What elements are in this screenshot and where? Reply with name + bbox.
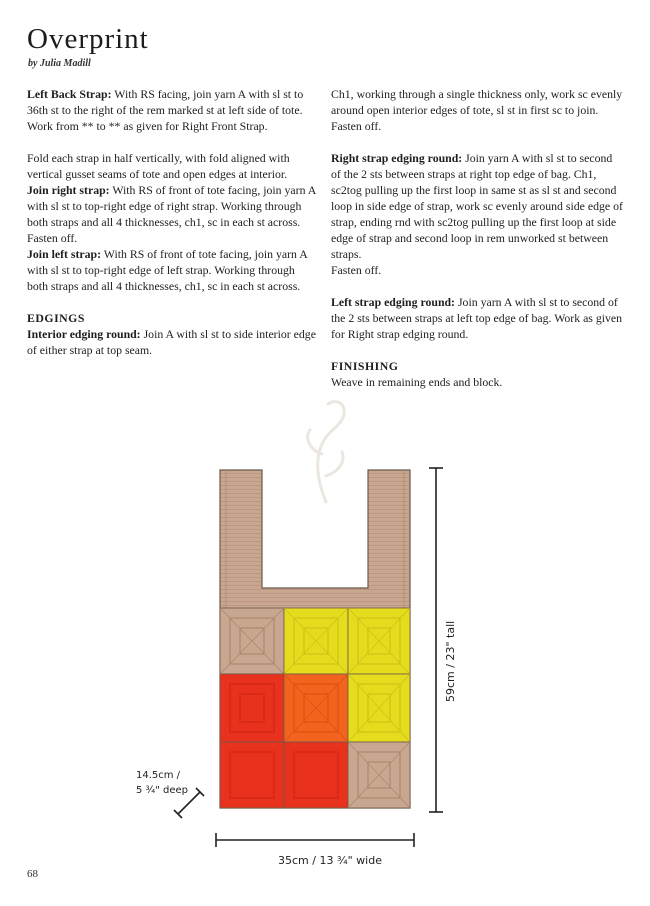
paragraph-text: Join A with sl st to side interior edge of either strap at top seam. — [27, 327, 316, 357]
paragraph-text: Join yarn A with sl st to second of the 2 sts between straps at left top edge of bag. Work as given for Right strap edging round. — [331, 295, 623, 341]
paragraph-text: Fasten off. — [331, 263, 382, 277]
paragraph-interior-edging — [27, 326, 317, 358]
granny-square — [348, 674, 410, 742]
granny-square — [284, 742, 348, 808]
paragraph-lead: Left Back Strap: — [27, 87, 112, 101]
right-column — [331, 86, 623, 390]
depth-label-line1: 14.5cm / — [136, 770, 181, 781]
paragraph-text: Fold each strap in half vertically, with fold aligned with vertical gusset seams of tote and open edges at interior. — [27, 151, 290, 181]
granny-square — [348, 608, 410, 674]
paragraph-join-right-strap — [27, 182, 317, 230]
width-label: 35cm / 13 ¾" wide — [278, 854, 382, 867]
paragraph-lead: Join right strap: — [27, 183, 110, 197]
paragraph-join-left-strap — [27, 246, 317, 294]
granny-square — [220, 742, 284, 808]
paragraph-text: With RS facing, join yarn A with sl st to 36th st to the right of the rem marked st at left side of tote. Work from ** to ** as given for Right Front Strap. — [27, 87, 304, 133]
granny-square — [284, 608, 348, 674]
paragraph-lead: Join left strap: — [27, 247, 102, 261]
paragraph-text: Fasten off. — [331, 119, 382, 133]
paragraph-text: With RS of front of tote facing, join yarn A with sl st to top-right edge of right strap. Working through both straps and all 4 thicknesses, ch1, sc in each st across. — [27, 183, 316, 229]
width-dimension — [216, 833, 414, 847]
page-number: 68 — [27, 868, 38, 880]
paragraph-text: With RS of front of tote facing, join yarn A with sl st to top-right edge of left strap. Working through both straps and all 4 thicknesses, ch1, sc in each st across. — [27, 247, 308, 293]
depth-label-line2: 5 ¾" deep — [136, 785, 189, 796]
paragraph-text: Join yarn A with sl st to second of the 2 sts between straps at right top edge of bag. Ch1, sc2tog pulling up the first loop in same st as sl st and second loop in side edge of strap, work sc evenly around side edge of strap, ending rnd with sc2tog pulling up the first loop at side edge of strap and second loop in rem unworked st between straps. — [331, 151, 623, 261]
paragraph-fasten-off — [331, 262, 623, 278]
section-heading-finishing: FINISHING — [331, 359, 399, 373]
granny-square — [220, 674, 284, 742]
paragraph-left-back-strap — [27, 86, 317, 134]
height-dimension — [429, 468, 443, 812]
paragraph-lead: Left strap edging round: — [331, 295, 455, 309]
paragraph-right-strap-edging — [331, 150, 623, 262]
paragraph-finishing — [331, 374, 623, 390]
paragraph-text: Weave in remaining ends and block. — [331, 375, 503, 389]
article-byline: by Julia Madill — [28, 58, 91, 69]
left-column — [27, 86, 317, 358]
paragraph-fasten-off — [27, 230, 317, 246]
paragraph-text: Ch1, working through a single thickness only, work sc evenly around open interior edges of tote, sl st in first sc to join. — [331, 87, 623, 117]
granny-square — [348, 742, 410, 808]
granny-square — [220, 608, 284, 674]
paragraph-lead: Right strap edging round: — [331, 151, 463, 165]
tote-bag-diagram — [110, 462, 530, 882]
granny-square-grid — [220, 608, 410, 808]
paragraph-text: Fasten off. — [27, 231, 78, 245]
paragraph-fold-straps — [27, 150, 317, 182]
paragraph-interior-edging-cont — [331, 86, 623, 118]
height-label: 59cm / 23" tall — [444, 620, 457, 702]
article-title: Overprint — [27, 23, 149, 55]
paragraph-fasten-off — [331, 118, 623, 134]
paragraph-lead: Interior edging round: — [27, 327, 141, 341]
paragraph-left-strap-edging — [331, 294, 623, 342]
granny-square — [284, 674, 348, 742]
section-heading-edgings: EDGINGS — [27, 311, 85, 325]
